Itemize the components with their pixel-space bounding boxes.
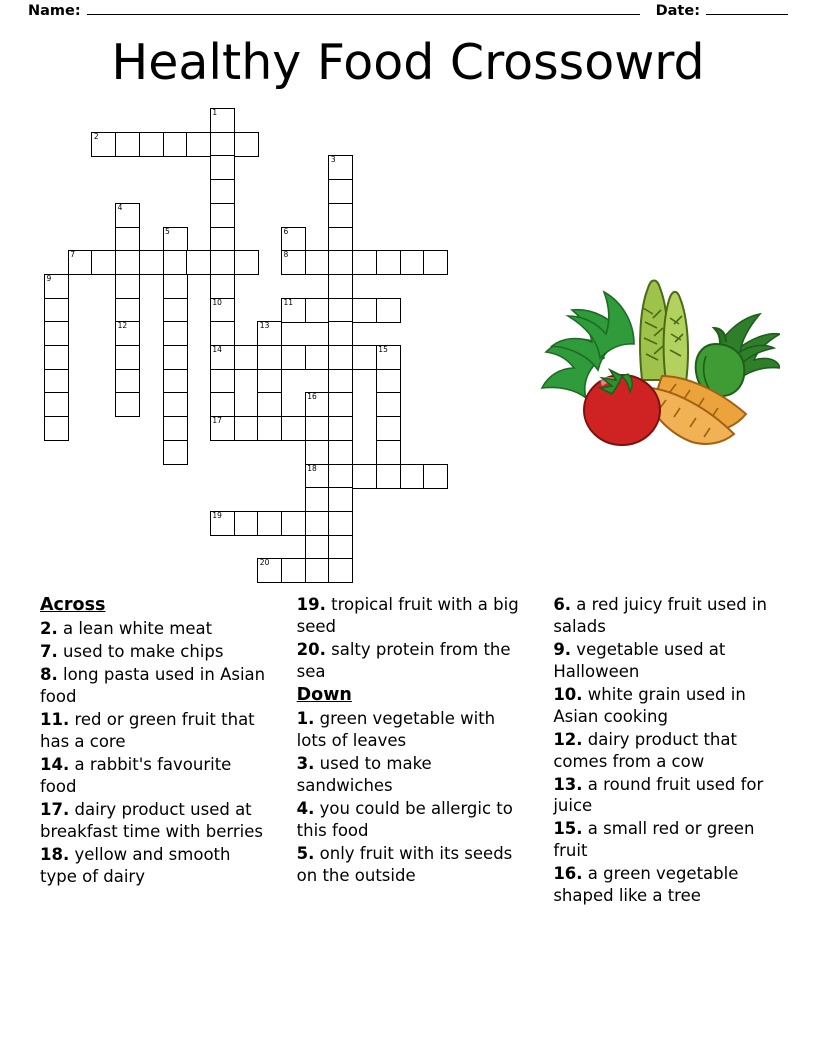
crossword-cell[interactable]	[328, 274, 353, 299]
clue-down-9	[553, 639, 780, 683]
crossword-cell[interactable]	[305, 416, 330, 441]
clue-number: 3.	[296, 753, 315, 773]
crossword-cell[interactable]	[163, 345, 188, 370]
crossword-cell[interactable]	[163, 298, 188, 323]
clue-down-13	[553, 774, 780, 818]
clue-number: 9.	[553, 639, 572, 659]
crossword-cell[interactable]	[115, 132, 140, 157]
crossword-cell[interactable]	[115, 369, 140, 394]
crossword-cell[interactable]	[352, 345, 377, 370]
cell-number: 14	[212, 345, 222, 354]
date-write-line[interactable]	[706, 2, 788, 15]
clue-text: you could be allergic to this food	[296, 798, 513, 840]
clue-text: a small red or green fruit	[553, 819, 755, 861]
clue-across-19	[297, 594, 524, 638]
clue-down-15	[553, 818, 780, 862]
crossword-cell[interactable]	[328, 250, 353, 275]
name-write-line[interactable]	[87, 2, 640, 15]
clue-text: tropical fruit with a big seed	[296, 595, 519, 636]
crossword-cell[interactable]	[328, 558, 353, 583]
crossword-cell[interactable]	[115, 227, 140, 252]
crossword-cell[interactable]	[210, 203, 235, 228]
crossword-cell[interactable]	[91, 250, 116, 275]
clue-text: a round fruit used for juice	[553, 774, 764, 816]
crossword-cell[interactable]	[210, 298, 235, 323]
clue-number: 20.	[296, 639, 326, 659]
crossword-cell[interactable]	[281, 250, 306, 275]
clue-number: 10.	[553, 684, 583, 704]
clue-number: 16.	[553, 864, 583, 884]
cell-number: 13	[259, 321, 270, 331]
crossword-cell[interactable]	[376, 369, 401, 394]
clue-number: 7.	[40, 642, 58, 662]
clue-text: salty protein from the sea	[296, 639, 511, 681]
clue-across-20	[297, 639, 524, 683]
crossword-cell[interactable]	[328, 345, 353, 370]
crossword-cell[interactable]	[352, 298, 377, 323]
clues-section	[40, 594, 780, 994]
crossword-cell[interactable]	[376, 464, 401, 489]
clue-number: 18.	[40, 844, 70, 864]
crossword-cell[interactable]	[163, 132, 188, 157]
crossword-cell[interactable]	[328, 487, 353, 512]
cell-number: 9	[46, 273, 52, 283]
cell-number: 11	[283, 297, 294, 307]
crossword-cell[interactable]	[423, 464, 448, 489]
crossword-cell[interactable]	[163, 250, 188, 275]
cell-number: 5	[165, 226, 170, 236]
crossword-cell[interactable]	[328, 369, 353, 394]
clue-text: dairy product that comes from a cow	[553, 729, 737, 771]
crossword-cell[interactable]	[305, 250, 330, 275]
crossword-cell[interactable]	[328, 464, 353, 489]
crossword-cell[interactable]	[234, 416, 259, 441]
clue-down-12	[553, 729, 780, 773]
clue-across-14	[40, 754, 267, 798]
crossword-cell[interactable]	[210, 321, 235, 346]
crossword-cell[interactable]	[210, 155, 235, 180]
crossword-cell[interactable]	[328, 155, 353, 180]
crossword-cell[interactable]	[305, 392, 330, 417]
crossword-cell[interactable]	[400, 464, 425, 489]
crossword-cell[interactable]	[210, 179, 235, 204]
crossword-cell[interactable]	[305, 298, 330, 323]
cell-number: 16	[307, 392, 317, 402]
clue-across-18	[40, 844, 267, 888]
crossword-cell[interactable]	[328, 321, 353, 346]
crossword-cell[interactable]	[257, 511, 282, 536]
crossword-cell[interactable]	[376, 392, 401, 417]
cell-number: 17	[212, 416, 222, 426]
crossword-cell[interactable]	[44, 321, 69, 346]
crossword-cell[interactable]	[234, 132, 259, 157]
crossword-cell[interactable]	[210, 227, 235, 252]
clue-across-17	[40, 799, 267, 843]
clue-down-4	[297, 798, 524, 842]
clue-number: 5.	[296, 843, 315, 863]
crossword-cell[interactable]	[257, 345, 282, 370]
clue-down-3	[297, 753, 524, 797]
crossword-cell[interactable]	[257, 558, 282, 583]
crossword-cell[interactable]	[328, 392, 353, 417]
crossword-cell[interactable]	[210, 416, 235, 441]
page-title: Healthy Food Crossowrd	[111, 34, 705, 91]
cell-number: 15	[378, 345, 388, 354]
crossword-cell[interactable]	[115, 392, 140, 417]
crossword-cell[interactable]	[328, 535, 353, 560]
crossword-cell[interactable]	[234, 250, 259, 275]
crossword-cell[interactable]	[44, 416, 69, 441]
clue-number: 19.	[296, 595, 326, 614]
across-heading: Across	[40, 595, 106, 615]
clue-number: 12.	[553, 729, 583, 749]
crossword-cell[interactable]	[115, 203, 140, 228]
crossword-cell[interactable]	[210, 108, 235, 133]
clue-text: yellow and smooth type of dairy	[40, 844, 231, 886]
clue-number: 2.	[40, 619, 58, 639]
crossword-cell[interactable]	[163, 416, 188, 441]
crossword-cell[interactable]	[281, 511, 306, 536]
cell-number: 7	[70, 250, 75, 260]
clue-text: a red juicy fruit used in salads	[553, 595, 767, 636]
crossword-cell[interactable]	[328, 416, 353, 441]
crossword-cell[interactable]	[423, 250, 448, 275]
cell-number: 18	[307, 463, 317, 473]
name-label: Name:	[28, 3, 81, 19]
crossword-cell[interactable]	[163, 392, 188, 417]
clue-number: 6.	[553, 595, 572, 614]
clue-across-2	[40, 618, 267, 640]
crossword-cell[interactable]	[376, 440, 401, 465]
clue-across-7	[40, 641, 267, 663]
clue-down-1	[297, 708, 524, 752]
crossword-cell[interactable]	[257, 321, 282, 346]
clue-text: a rabbit's favourite food	[40, 754, 232, 796]
crossword-cell[interactable]	[139, 132, 164, 157]
clue-number: 13.	[553, 774, 583, 794]
clue-text: only fruit with its seeds on the outside	[296, 843, 513, 885]
crossword-cell[interactable]	[305, 558, 330, 583]
crossword-cell[interactable]	[44, 274, 69, 299]
clue-text: green vegetable with lots of leaves	[296, 709, 496, 750]
crossword-cell[interactable]	[210, 132, 235, 157]
cell-number: 3	[330, 155, 336, 165]
clue-number: 1.	[296, 709, 315, 729]
crossword-cell[interactable]	[400, 250, 425, 275]
crossword-cell[interactable]	[210, 274, 235, 299]
crossword-cell[interactable]	[163, 227, 188, 252]
crossword-cell[interactable]	[210, 345, 235, 370]
crossword-cell[interactable]	[328, 227, 353, 252]
crossword-cell[interactable]	[186, 132, 211, 157]
crossword-cell[interactable]	[163, 440, 188, 465]
crossword-cell[interactable]	[328, 203, 353, 228]
crossword-cell[interactable]	[281, 227, 306, 252]
crossword-cell[interactable]	[376, 416, 401, 441]
clue-text: dairy product used at breakfast time with berries	[40, 799, 263, 841]
clue-text: long pasta used in Asian food	[40, 665, 266, 707]
cell-number: 19	[212, 510, 222, 520]
crossword-cell[interactable]	[234, 345, 259, 370]
cell-number: 10	[212, 297, 222, 307]
crossword-cell[interactable]	[115, 250, 140, 275]
crossword-cell[interactable]	[139, 250, 164, 275]
crossword-cell[interactable]	[210, 392, 235, 417]
clue-text: used to make chips	[57, 642, 224, 662]
crossword-cell[interactable]	[68, 250, 93, 275]
clue-text: red or green fruit that has a core	[40, 710, 255, 751]
cell-number: 20	[259, 558, 270, 568]
crossword-cell[interactable]	[91, 132, 116, 157]
crossword-cell[interactable]	[305, 345, 330, 370]
clue-across-8	[40, 664, 267, 708]
crossword-cell[interactable]	[186, 250, 211, 275]
crossword-cell[interactable]	[352, 250, 377, 275]
crossword-cell[interactable]	[257, 416, 282, 441]
crossword-cell[interactable]	[44, 392, 69, 417]
crossword-cell[interactable]	[305, 440, 330, 465]
clue-text: white grain used in Asian cooking	[553, 684, 746, 726]
clue-text: vegetable used at Halloween	[553, 639, 726, 681]
crossword-cell[interactable]	[44, 369, 69, 394]
crossword-cell[interactable]	[305, 487, 330, 512]
clue-number: 17.	[40, 799, 70, 819]
crossword-cell[interactable]	[281, 298, 306, 323]
cell-number: 12	[117, 321, 128, 331]
crossword-cell[interactable]	[44, 298, 69, 323]
cell-number: 2	[93, 131, 99, 141]
cell-number: 1	[212, 108, 218, 117]
clue-number: 14.	[40, 754, 70, 774]
crossword-cell[interactable]	[234, 511, 259, 536]
crossword-grid[interactable]	[44, 108, 514, 596]
crossword-cell[interactable]	[328, 511, 353, 536]
name-date-header	[28, 2, 788, 19]
crossword-cell[interactable]	[376, 298, 401, 323]
crossword-cell[interactable]	[210, 511, 235, 536]
crossword-cell[interactable]	[328, 298, 353, 323]
crossword-cell[interactable]	[115, 321, 140, 346]
crossword-cell[interactable]	[305, 464, 330, 489]
date-label: Date:	[655, 3, 700, 19]
crossword-cell[interactable]	[163, 274, 188, 299]
clue-text: used to make sandwiches	[296, 753, 432, 795]
crossword-cell[interactable]	[376, 250, 401, 275]
crossword-cell[interactable]	[281, 558, 306, 583]
crossword-cell[interactable]	[328, 440, 353, 465]
crossword-cell[interactable]	[257, 369, 282, 394]
clue-number: 11.	[40, 710, 70, 730]
crossword-cell[interactable]	[305, 535, 330, 560]
cell-number: 4	[117, 202, 123, 212]
clue-number: 15.	[553, 819, 583, 839]
clue-down-5	[297, 843, 524, 887]
crossword-cell[interactable]	[44, 345, 69, 370]
crossword-cell[interactable]	[328, 179, 353, 204]
crossword-cell[interactable]	[115, 298, 140, 323]
crossword-cell[interactable]	[281, 345, 306, 370]
crossword-cell[interactable]	[163, 369, 188, 394]
clue-text: a lean white meat	[57, 619, 213, 639]
clue-down-16	[553, 863, 780, 907]
vegetables-illustration	[530, 248, 780, 453]
crossword-cell[interactable]	[210, 250, 235, 275]
clue-number: 4.	[296, 798, 315, 818]
crossword-cell[interactable]	[210, 369, 235, 394]
crossword-cell[interactable]	[281, 416, 306, 441]
down-heading: Down	[296, 684, 352, 705]
crossword-cell[interactable]	[376, 345, 401, 370]
clue-text: a green vegetable shaped like a tree	[553, 864, 739, 906]
clue-down-10	[553, 684, 780, 728]
clue-number: 8.	[40, 665, 58, 685]
crossword-cell[interactable]	[257, 392, 282, 417]
crossword-cell[interactable]	[352, 464, 377, 489]
cell-number: 8	[283, 250, 289, 260]
crossword-cell[interactable]	[115, 345, 140, 370]
clue-down-6	[553, 594, 780, 638]
crossword-cell[interactable]	[305, 511, 330, 536]
crossword-cell[interactable]	[163, 321, 188, 346]
crossword-cell[interactable]	[115, 274, 140, 299]
cell-number: 6	[283, 226, 289, 236]
clue-across-11	[40, 709, 267, 753]
